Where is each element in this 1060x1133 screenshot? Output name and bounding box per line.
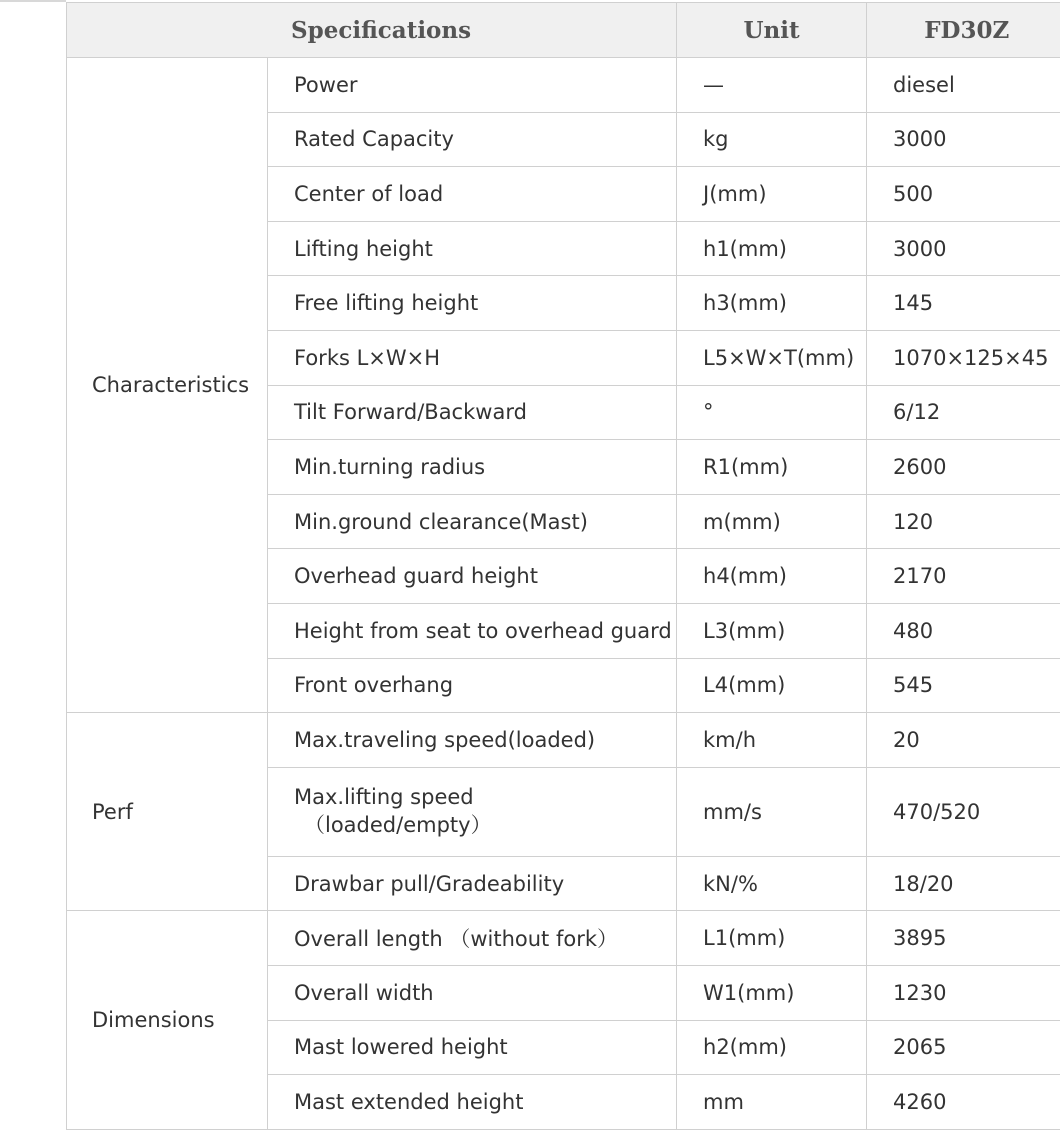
header-unit: Unit bbox=[677, 3, 867, 58]
value-cell: 470/520 bbox=[867, 767, 1060, 856]
unit-cell: L1(mm) bbox=[677, 911, 867, 966]
value-cell: 6/12 bbox=[867, 385, 1060, 440]
spec-cell: Drawbar pull/Gradeability bbox=[268, 856, 677, 911]
spec-cell: Overhead guard height bbox=[268, 549, 677, 604]
unit-cell: km/h bbox=[677, 713, 867, 768]
value-cell: 20 bbox=[867, 713, 1060, 768]
unit-cell: kN/% bbox=[677, 856, 867, 911]
value-cell: 120 bbox=[867, 494, 1060, 549]
unit-cell: L5×W×T(mm) bbox=[677, 330, 867, 385]
spec-cell-line1: Max.lifting speed bbox=[294, 784, 474, 809]
value-cell: 2170 bbox=[867, 549, 1060, 604]
unit-cell: ° bbox=[677, 385, 867, 440]
table-row bbox=[67, 713, 1060, 768]
unit-cell: mm bbox=[677, 1075, 867, 1130]
unit-cell: R1(mm) bbox=[677, 440, 867, 495]
value-cell: 3895 bbox=[867, 911, 1060, 966]
value-cell: 2065 bbox=[867, 1020, 1060, 1075]
spec-cell: Tilt Forward/Backward bbox=[268, 385, 677, 440]
unit-cell: h4(mm) bbox=[677, 549, 867, 604]
value-cell: 2600 bbox=[867, 440, 1060, 495]
spec-cell: Min.ground clearance(Mast) bbox=[268, 494, 677, 549]
spec-cell: Lifting height bbox=[268, 221, 677, 276]
spec-cell: Center of load bbox=[268, 167, 677, 222]
unit-cell: h1(mm) bbox=[677, 221, 867, 276]
header-model: FD30Z bbox=[867, 3, 1060, 58]
unit-cell: mm/s bbox=[677, 767, 867, 856]
unit-cell: h3(mm) bbox=[677, 276, 867, 331]
spec-cell: Free lifting height bbox=[268, 276, 677, 331]
spec-cell: Rated Capacity bbox=[268, 112, 677, 167]
unit-cell: m(mm) bbox=[677, 494, 867, 549]
spec-cell: Mast lowered height bbox=[268, 1020, 677, 1075]
group-characteristics: Characteristics bbox=[67, 58, 268, 713]
spec-cell: Power bbox=[268, 58, 677, 113]
spec-cell: Height from seat to overhead guard bbox=[268, 603, 677, 658]
page-top-divider bbox=[0, 0, 66, 2]
spec-cell: Overall length （without fork） bbox=[268, 911, 677, 966]
value-cell: 145 bbox=[867, 276, 1060, 331]
unit-cell: J(mm) bbox=[677, 167, 867, 222]
value-cell: 3000 bbox=[867, 221, 1060, 276]
value-cell: 4260 bbox=[867, 1075, 1060, 1130]
spec-cell: Max.traveling speed(loaded) bbox=[268, 713, 677, 768]
value-cell: 480 bbox=[867, 603, 1060, 658]
table-row bbox=[67, 58, 1060, 113]
spec-cell: Front overhang bbox=[268, 658, 677, 713]
spec-cell: Forks L×W×H bbox=[268, 330, 677, 385]
spec-cell bbox=[268, 767, 677, 856]
unit-cell: L4(mm) bbox=[677, 658, 867, 713]
spec-cell-line2: （loaded/empty） bbox=[304, 812, 492, 837]
unit-cell: L3(mm) bbox=[677, 603, 867, 658]
value-cell: 545 bbox=[867, 658, 1060, 713]
table-header-row bbox=[67, 3, 1060, 58]
unit-cell: — bbox=[677, 58, 867, 113]
value-cell: 1070×125×45 bbox=[867, 330, 1060, 385]
group-dimensions: Dimensions bbox=[67, 911, 268, 1129]
value-cell: 18/20 bbox=[867, 856, 1060, 911]
spec-cell: Overall width bbox=[268, 965, 677, 1020]
group-perf: Perf bbox=[67, 713, 268, 911]
value-cell: 1230 bbox=[867, 965, 1060, 1020]
spec-cell: Mast extended height bbox=[268, 1075, 677, 1130]
value-cell: diesel bbox=[867, 58, 1060, 113]
header-specifications: Specifications bbox=[67, 3, 677, 58]
specifications-table bbox=[66, 2, 1060, 1130]
value-cell: 500 bbox=[867, 167, 1060, 222]
unit-cell: h2(mm) bbox=[677, 1020, 867, 1075]
value-cell: 3000 bbox=[867, 112, 1060, 167]
spec-cell: Min.turning radius bbox=[268, 440, 677, 495]
table-row bbox=[67, 911, 1060, 966]
unit-cell: kg bbox=[677, 112, 867, 167]
unit-cell: W1(mm) bbox=[677, 965, 867, 1020]
